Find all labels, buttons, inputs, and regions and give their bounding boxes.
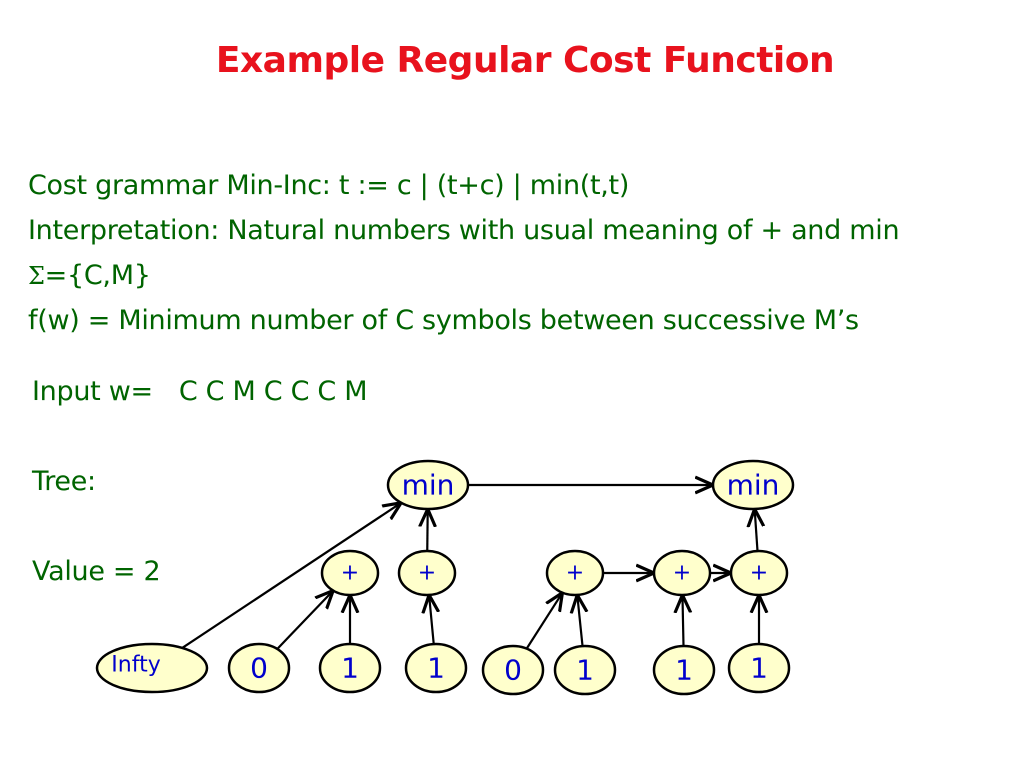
input-label: Input w= xyxy=(32,376,153,407)
tree-node-p1 xyxy=(322,551,378,595)
tree-node-p4 xyxy=(654,551,710,595)
tree-node-z1 xyxy=(229,644,289,692)
tree-node-p5 xyxy=(731,551,787,595)
grammar-line: Cost grammar Min-Inc: t := c | (t+c) | min(t,t) xyxy=(28,170,630,201)
tree-node-min2 xyxy=(713,461,793,509)
tree-node-infty xyxy=(97,644,207,692)
node-label: min xyxy=(401,468,455,502)
node-label: + xyxy=(417,560,437,586)
tree-node-z2 xyxy=(483,646,543,694)
node-label: 1 xyxy=(427,651,445,685)
tree-nodes xyxy=(97,461,793,694)
node-label: 0 xyxy=(250,651,268,685)
node-label: + xyxy=(672,560,692,586)
node-label: 1 xyxy=(675,653,693,687)
tree-node-o3 xyxy=(555,646,615,694)
value-label: Value = 2 xyxy=(32,556,161,587)
edge-o3-to-p3 xyxy=(577,595,582,646)
tree-node-p2 xyxy=(399,551,455,595)
interpretation-line: Interpretation: Natural numbers with usual meaning of + and min xyxy=(28,215,900,246)
tree-node-o2 xyxy=(406,644,466,692)
node-label: + xyxy=(749,560,769,586)
alphabet-text: ={C,M} xyxy=(44,260,151,291)
tree-node-o1 xyxy=(320,644,380,692)
node-label: 1 xyxy=(576,653,594,687)
tree-label: Tree: xyxy=(32,466,96,497)
tree-node-o5 xyxy=(729,644,789,692)
tree-node-p3 xyxy=(547,551,603,595)
edge-z1-to-p1 xyxy=(277,591,333,649)
node-label: Infty xyxy=(111,652,161,678)
node-label: 0 xyxy=(504,653,522,687)
node-label: + xyxy=(565,560,585,586)
tree-node-o4 xyxy=(654,646,714,694)
node-label: + xyxy=(340,560,360,586)
slide-title: Example Regular Cost Function xyxy=(215,40,835,81)
sigma-symbol: Σ xyxy=(28,262,45,290)
edge-o2-to-p2 xyxy=(429,595,434,644)
function-definition-line: f(w) = Minimum number of C symbols between successive M’s xyxy=(28,305,859,336)
edge-o4-to-p4 xyxy=(682,595,683,646)
tree-node-min1 xyxy=(388,461,468,509)
node-label: min xyxy=(726,468,780,502)
edge-z2-to-p3 xyxy=(527,593,563,649)
edge-p5-to-min2 xyxy=(755,509,758,551)
input-word: C C M C C C M xyxy=(178,376,368,407)
node-label: 1 xyxy=(750,651,768,685)
node-label: 1 xyxy=(341,651,359,685)
